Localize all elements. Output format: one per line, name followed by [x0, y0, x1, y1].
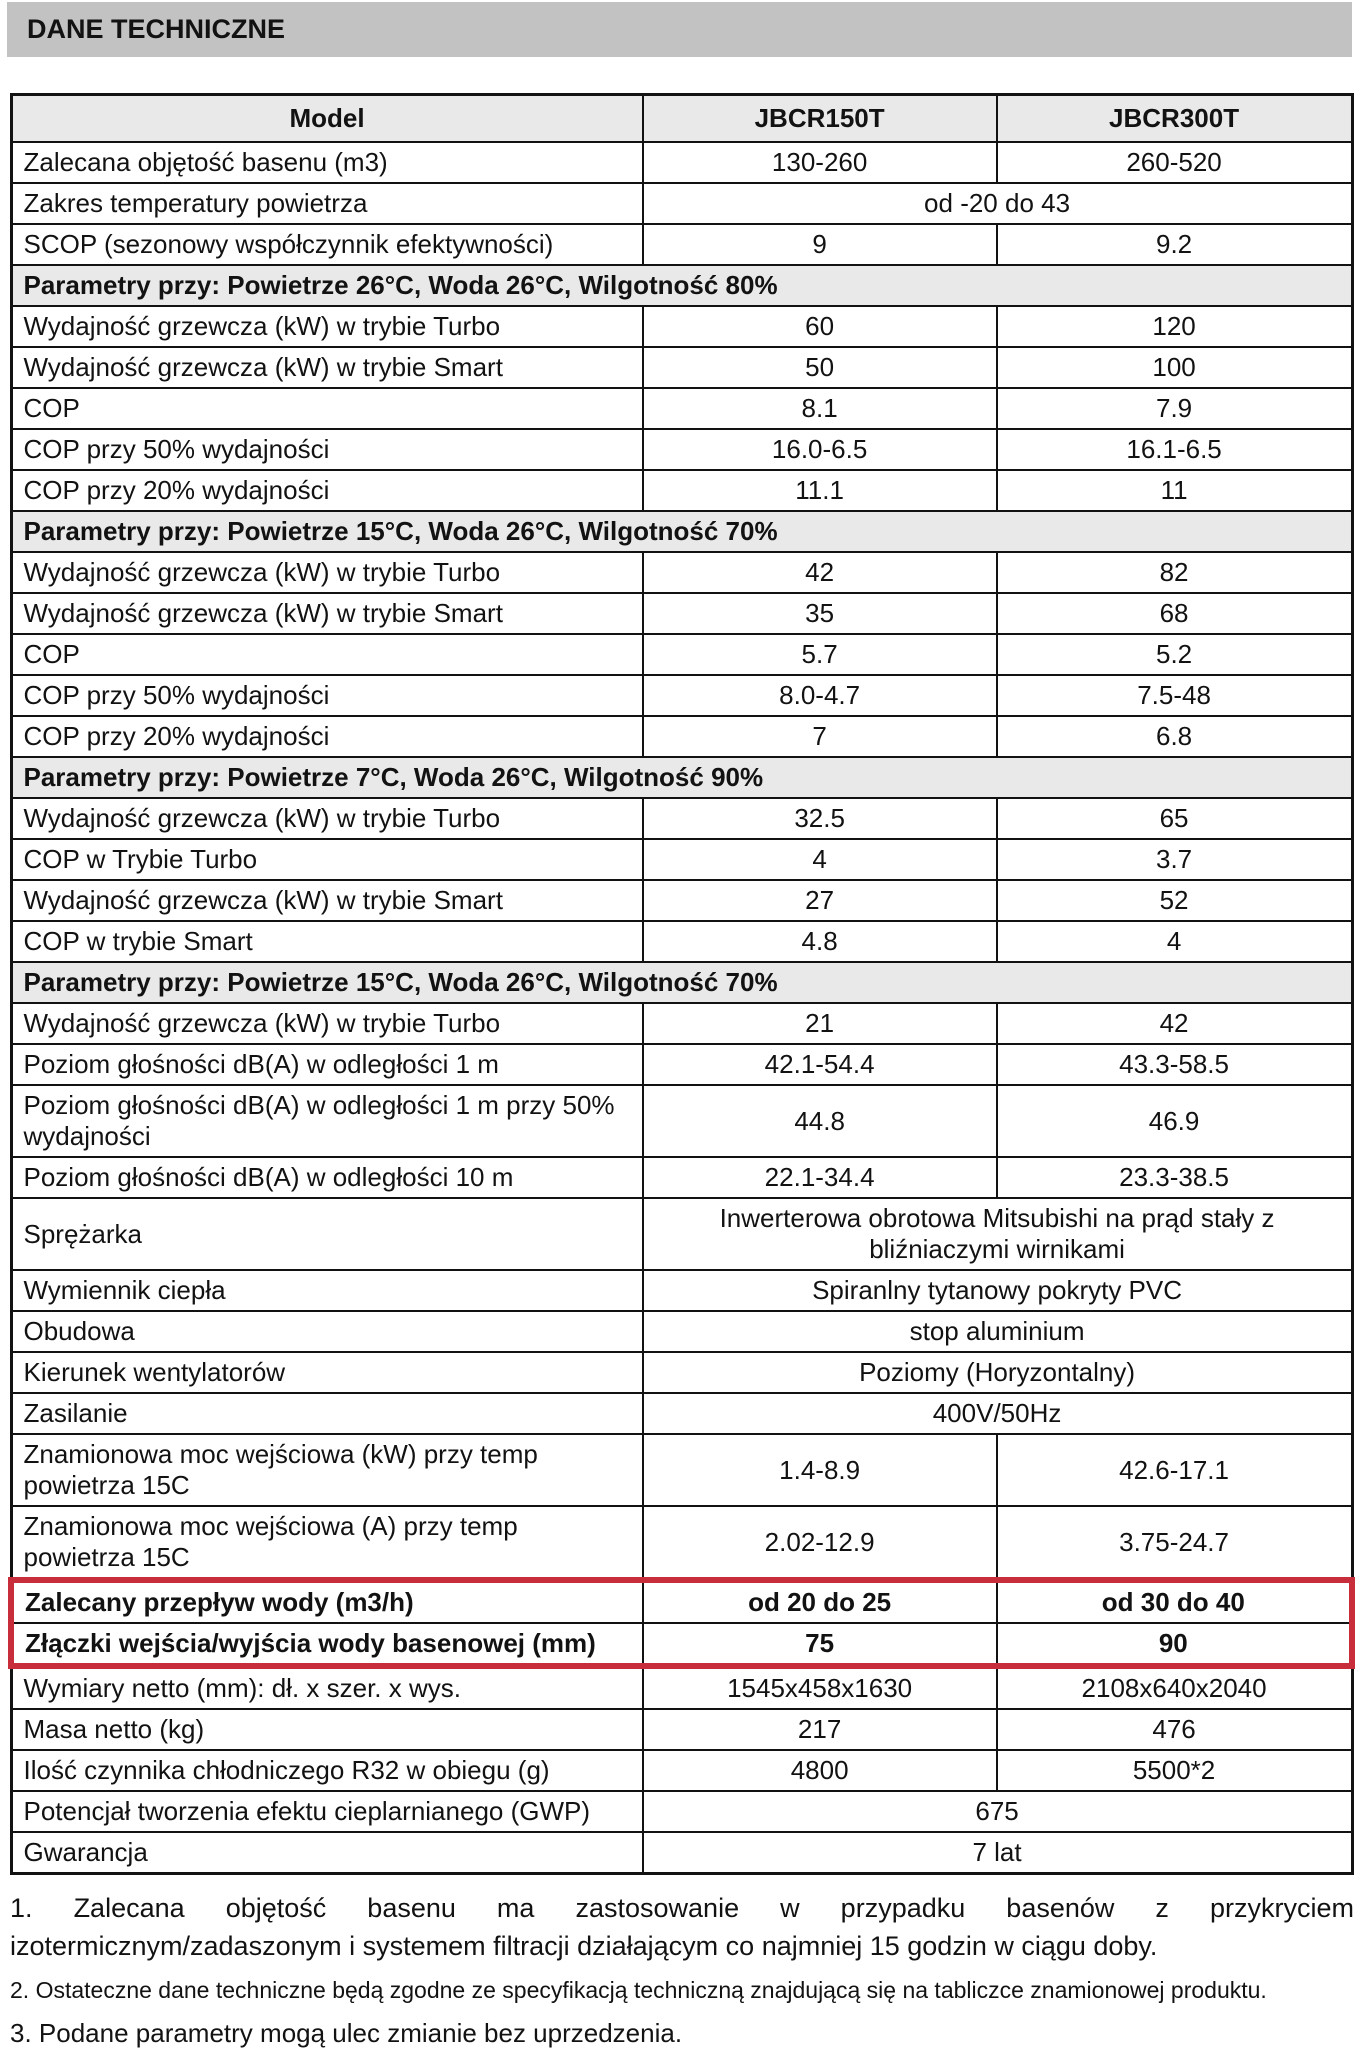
- table-row: [11, 1085, 1352, 1157]
- row-label: Wydajność grzewcza (kW) w trybie Smart: [11, 347, 643, 388]
- row-value-jbcr150t: 8.1: [643, 388, 997, 429]
- row-label: Znamionowa moc wejściowa (kW) przy temp powietrza 15C: [11, 1434, 643, 1506]
- row-label: COP przy 50% wydajności: [11, 675, 643, 716]
- row-value-jbcr150t: 21: [643, 1003, 997, 1044]
- row-value-jbcr150t: 16.0-6.5: [643, 429, 997, 470]
- row-label: COP przy 20% wydajności: [11, 470, 643, 511]
- row-label: Kierunek wentylatorów: [11, 1352, 643, 1393]
- footnote-1: 1. Zalecana objętość basenu ma zastosowanie w przypadku basenów z przykryciem izotermicznym/zadaszonym i systemem filtracji działającym co najmniej 15 godzin w ciągu doby.: [10, 1893, 1354, 1961]
- table-row: [11, 1198, 1352, 1270]
- row-label: Wydajność grzewcza (kW) w trybie Turbo: [11, 306, 643, 347]
- row-value-jbcr300t: 5.2: [997, 634, 1352, 675]
- row-label: Poziom głośności dB(A) w odległości 1 m przy 50% wydajności: [11, 1085, 643, 1157]
- row-label: Wydajność grzewcza (kW) w trybie Smart: [11, 880, 643, 921]
- table-row: [11, 921, 1352, 962]
- row-value-jbcr300t: 46.9: [997, 1085, 1352, 1157]
- row-value-jbcr150t: 130-260: [643, 142, 997, 183]
- row-value-merged: Poziomy (Horyzontalny): [643, 1352, 1352, 1393]
- row-value-jbcr150t: 50: [643, 347, 997, 388]
- row-label: Wymiary netto (mm): dł. x szer. x wys.: [11, 1666, 643, 1709]
- table-row: [11, 1506, 1352, 1580]
- row-value-jbcr150t: 27: [643, 880, 997, 921]
- table-row: [11, 1352, 1352, 1393]
- table-row: [11, 306, 1352, 347]
- row-value-merged: 7 lat: [643, 1832, 1352, 1874]
- row-value-jbcr300t: 100: [997, 347, 1352, 388]
- table-row: [11, 347, 1352, 388]
- section-header-row: [11, 265, 1352, 306]
- row-label: Znamionowa moc wejściowa (A) przy temp powietrza 15C: [11, 1506, 643, 1580]
- row-label: COP przy 20% wydajności: [11, 716, 643, 757]
- table-row: [11, 470, 1352, 511]
- row-value-merged: Spiranlny tytanowy pokryty PVC: [643, 1270, 1352, 1311]
- row-value-jbcr300t: 476: [997, 1709, 1352, 1750]
- model-jbcr150t-header: JBCR150T: [643, 95, 997, 143]
- row-value-jbcr300t: 7.9: [997, 388, 1352, 429]
- table-row: [11, 716, 1352, 757]
- row-value-jbcr150t: 4800: [643, 1750, 997, 1791]
- table-row: [11, 675, 1352, 716]
- row-label: Wymiennik ciepła: [11, 1270, 643, 1311]
- table-row: [11, 839, 1352, 880]
- row-value-merged: 400V/50Hz: [643, 1393, 1352, 1434]
- row-label: Wydajność grzewcza (kW) w trybie Smart: [11, 593, 643, 634]
- table-row: [11, 1311, 1352, 1352]
- row-label: Masa netto (kg): [11, 1709, 643, 1750]
- row-label: Poziom głośności dB(A) w odległości 1 m: [11, 1044, 643, 1085]
- section-header-row: [11, 757, 1352, 798]
- row-value-jbcr300t: 42.6-17.1: [997, 1434, 1352, 1506]
- row-value-jbcr150t: 4.8: [643, 921, 997, 962]
- row-value-jbcr150t: 4: [643, 839, 997, 880]
- row-label: Sprężarka: [11, 1198, 643, 1270]
- row-value-jbcr300t: 120: [997, 306, 1352, 347]
- row-value-jbcr300t: 3.7: [997, 839, 1352, 880]
- table-row: [11, 1832, 1352, 1874]
- row-value-jbcr300t: 4: [997, 921, 1352, 962]
- row-label: Wydajność grzewcza (kW) w trybie Turbo: [11, 798, 643, 839]
- row-value-jbcr150t: 9: [643, 224, 997, 265]
- row-value-jbcr300t: 42: [997, 1003, 1352, 1044]
- page-header-banner: [7, 2, 1352, 57]
- footnotes: [10, 1889, 1354, 2050]
- table-row: [11, 1157, 1352, 1198]
- row-label: Gwarancja: [11, 1832, 643, 1874]
- row-value-jbcr150t: 217: [643, 1709, 997, 1750]
- table-row: [11, 1270, 1352, 1311]
- section-header-label: Parametry przy: Powietrze 26°C, Woda 26°C, Wilgotność 80%: [11, 265, 1352, 306]
- table-row: [11, 1434, 1352, 1506]
- row-value-merged: stop aluminium: [643, 1311, 1352, 1352]
- row-value-jbcr150t: od 20 do 25: [643, 1580, 997, 1623]
- row-value-jbcr150t: 42: [643, 552, 997, 593]
- row-value-jbcr300t: 260-520: [997, 142, 1352, 183]
- table-row: [11, 1709, 1352, 1750]
- table-row: [11, 1666, 1352, 1709]
- row-value-jbcr150t: 8.0-4.7: [643, 675, 997, 716]
- row-label: Złączki wejścia/wyjścia wody basenowej (mm): [11, 1623, 643, 1666]
- row-label: Potencjał tworzenia efektu cieplarnianego (GWP): [11, 1791, 643, 1832]
- row-value-jbcr150t: 1.4-8.9: [643, 1434, 997, 1506]
- row-value-jbcr300t: 2108x640x2040: [997, 1666, 1352, 1709]
- row-label: COP w Trybie Turbo: [11, 839, 643, 880]
- model-column-header: Model: [11, 95, 643, 143]
- table-row: [11, 1791, 1352, 1832]
- row-label: COP: [11, 634, 643, 675]
- table-row: [11, 1750, 1352, 1791]
- table-row: [11, 142, 1352, 183]
- row-label: Obudowa: [11, 1311, 643, 1352]
- row-value-jbcr300t: od 30 do 40: [997, 1580, 1352, 1623]
- table-row: [11, 1580, 1352, 1623]
- row-value-jbcr300t: 43.3-58.5: [997, 1044, 1352, 1085]
- table-row: [11, 1003, 1352, 1044]
- model-jbcr300t-header: JBCR300T: [997, 95, 1352, 143]
- row-value-jbcr300t: 23.3-38.5: [997, 1157, 1352, 1198]
- section-header-row: [11, 511, 1352, 552]
- row-value-jbcr150t: 1545x458x1630: [643, 1666, 997, 1709]
- row-value-jbcr150t: 32.5: [643, 798, 997, 839]
- row-value-jbcr150t: 11.1: [643, 470, 997, 511]
- row-value-jbcr300t: 9.2: [997, 224, 1352, 265]
- row-value-jbcr150t: 5.7: [643, 634, 997, 675]
- row-value-jbcr300t: 82: [997, 552, 1352, 593]
- table-row: [11, 798, 1352, 839]
- table-row: [11, 224, 1352, 265]
- row-value-jbcr150t: 75: [643, 1623, 997, 1666]
- row-label: Zasilanie: [11, 1393, 643, 1434]
- row-value-jbcr300t: 5500*2: [997, 1750, 1352, 1791]
- row-value-jbcr150t: 35: [643, 593, 997, 634]
- row-value-merged: od -20 do 43: [643, 183, 1352, 224]
- row-value-jbcr300t: 11: [997, 470, 1352, 511]
- row-label: Zalecany przepływ wody (m3/h): [11, 1580, 643, 1623]
- row-value-jbcr300t: 52: [997, 880, 1352, 921]
- table-row: [11, 552, 1352, 593]
- row-label: COP w trybie Smart: [11, 921, 643, 962]
- row-value-jbcr150t: 22.1-34.4: [643, 1157, 997, 1198]
- technical-data-table: [8, 93, 1355, 1875]
- row-label: Wydajność grzewcza (kW) w trybie Turbo: [11, 1003, 643, 1044]
- row-label: Zalecana objętość basenu (m3): [11, 142, 643, 183]
- table-row: [11, 880, 1352, 921]
- row-value-jbcr300t: 65: [997, 798, 1352, 839]
- row-label: Zakres temperatury powietrza: [11, 183, 643, 224]
- section-header-label: Parametry przy: Powietrze 15°C, Woda 26°C, Wilgotność 70%: [11, 511, 1352, 552]
- table-row: [11, 183, 1352, 224]
- row-value-jbcr150t: 44.8: [643, 1085, 997, 1157]
- footnote-3: 3. Podane parametry mogą ulec zmianie bez uprzedzenia.: [10, 2018, 683, 2048]
- row-label: SCOP (sezonowy współczynnik efektywności): [11, 224, 643, 265]
- row-value-jbcr150t: 60: [643, 306, 997, 347]
- table-row: [11, 1393, 1352, 1434]
- row-value-jbcr300t: 16.1-6.5: [997, 429, 1352, 470]
- table-row: [11, 634, 1352, 675]
- table-row: [11, 1044, 1352, 1085]
- section-header-row: [11, 962, 1352, 1003]
- row-value-jbcr150t: 7: [643, 716, 997, 757]
- row-value-merged: 675: [643, 1791, 1352, 1832]
- row-value-jbcr300t: 68: [997, 593, 1352, 634]
- row-label: Wydajność grzewcza (kW) w trybie Turbo: [11, 552, 643, 593]
- row-value-jbcr150t: 2.02-12.9: [643, 1506, 997, 1580]
- row-label: Ilość czynnika chłodniczego R32 w obiegu (g): [11, 1750, 643, 1791]
- row-label: COP: [11, 388, 643, 429]
- page-title: DANE TECHNICZNE: [27, 14, 286, 44]
- row-value-merged: Inwerterowa obrotowa Mitsubishi na prąd stały z bliźniaczymi wirnikami: [643, 1198, 1352, 1270]
- row-label: COP przy 50% wydajności: [11, 429, 643, 470]
- row-value-jbcr300t: 3.75-24.7: [997, 1506, 1352, 1580]
- technical-data-table-body: [11, 95, 1352, 1874]
- row-value-jbcr300t: 6.8: [997, 716, 1352, 757]
- table-row: [11, 429, 1352, 470]
- section-header-label: Parametry przy: Powietrze 7°C, Woda 26°C, Wilgotność 90%: [11, 757, 1352, 798]
- header-row: [11, 95, 1352, 143]
- row-value-jbcr150t: 42.1-54.4: [643, 1044, 997, 1085]
- table-row: [11, 388, 1352, 429]
- row-value-jbcr300t: 7.5-48: [997, 675, 1352, 716]
- row-value-jbcr300t: 90: [997, 1623, 1352, 1666]
- table-row: [11, 593, 1352, 634]
- table-row: [11, 1623, 1352, 1666]
- row-label: Poziom głośności dB(A) w odległości 10 m: [11, 1157, 643, 1198]
- section-header-label: Parametry przy: Powietrze 15°C, Woda 26°C, Wilgotność 70%: [11, 962, 1352, 1003]
- footnote-2: 2. Ostateczne dane techniczne będą zgodne ze specyfikacją techniczną znajdującą się na tabliczce znamionowej produktu.: [10, 1977, 1267, 2003]
